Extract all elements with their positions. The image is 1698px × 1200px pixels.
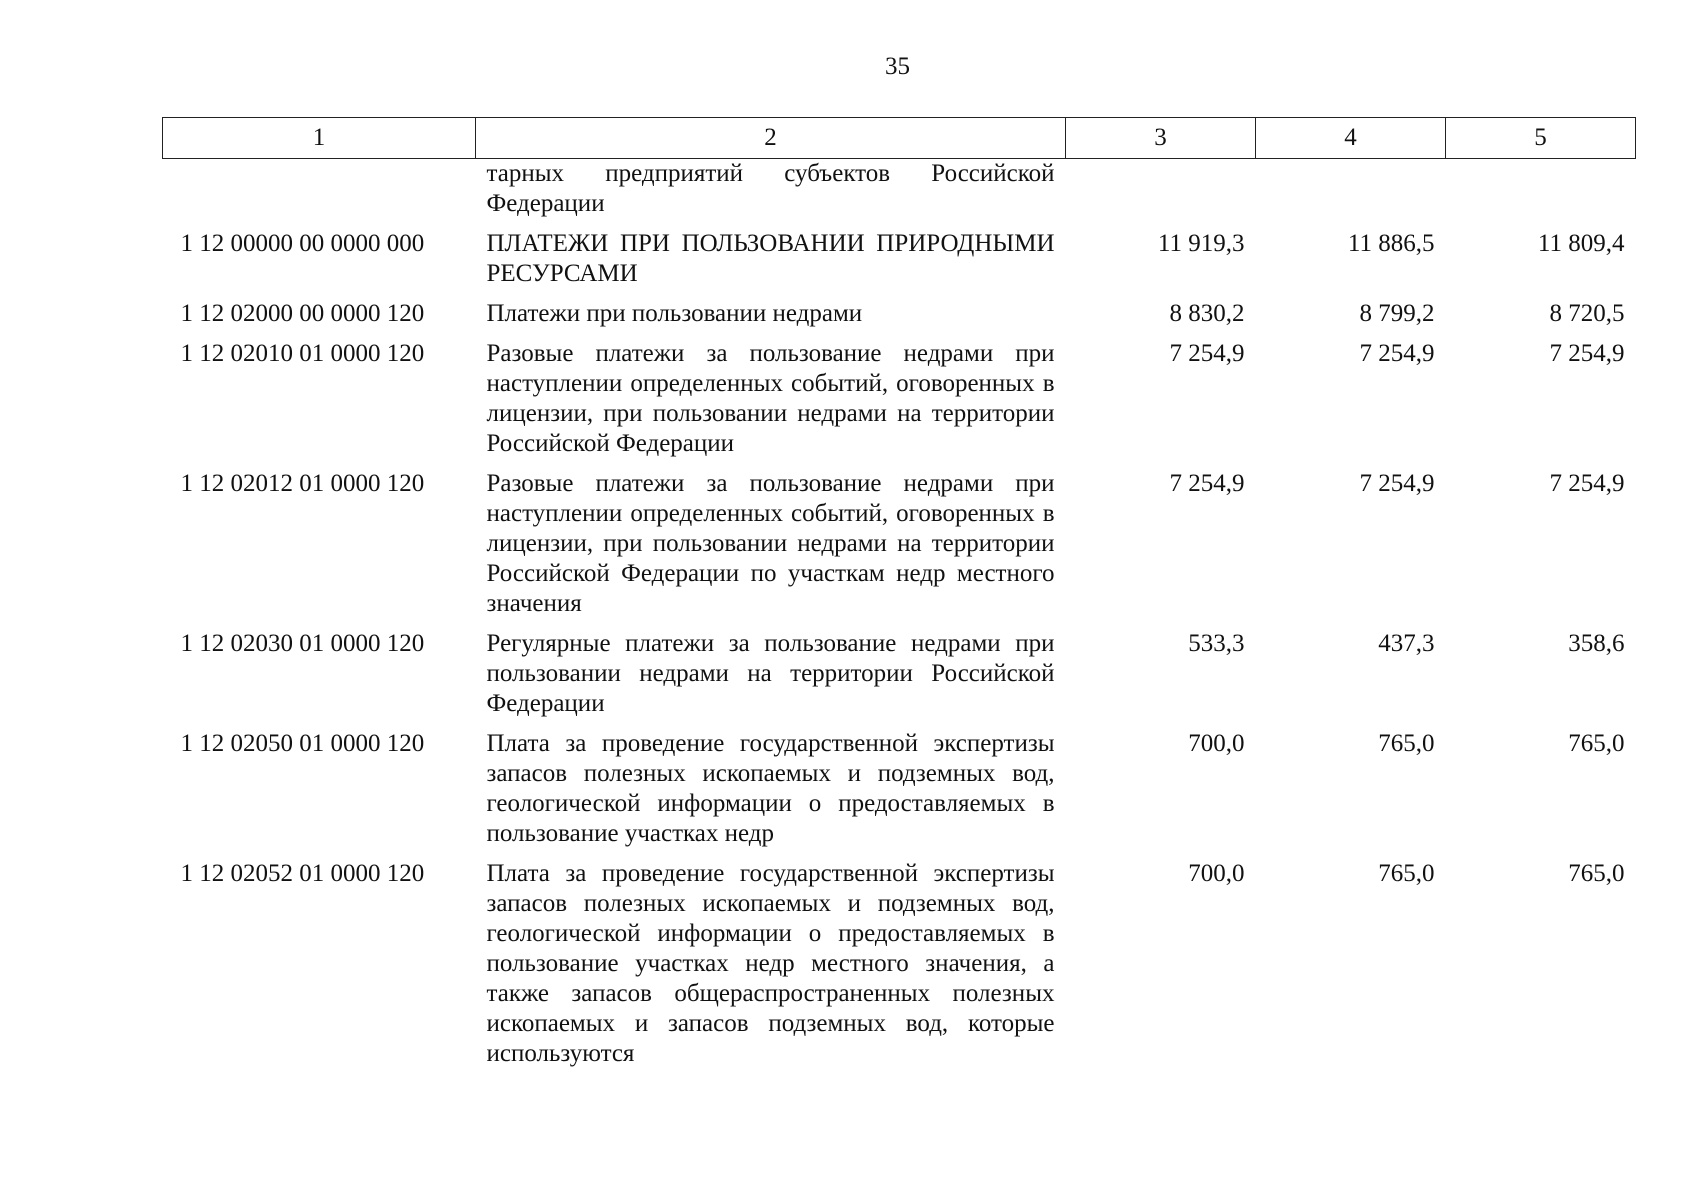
table-row bbox=[163, 159, 1636, 230]
row-value-5: 765,0 bbox=[1568, 860, 1625, 887]
row-code: 1 12 02050 01 0000 120 bbox=[180, 730, 425, 757]
header-row bbox=[163, 118, 1636, 159]
row-value-3: 7 254,9 bbox=[1169, 340, 1245, 367]
row-value-4: 765,0 bbox=[1378, 860, 1435, 887]
row-value-5 bbox=[1446, 159, 1636, 230]
row-name: Разовые платежи за пользование недрами при наступлении определенных событий, оговоренных в лицензии, при пользовании недрами на территории Российской Федерации по участкам недр местного значения bbox=[486, 470, 1055, 617]
row-name: ПЛАТЕЖИ ПРИ ПОЛЬЗОВАНИИ ПРИРОДНЫМИ РЕСУРСАМИ bbox=[486, 230, 1055, 287]
row-value-4: 765,0 bbox=[1378, 730, 1435, 757]
table-header bbox=[163, 118, 1636, 159]
row-code: 1 12 02012 01 0000 120 bbox=[180, 470, 425, 497]
row-value-5: 7 254,9 bbox=[1549, 470, 1625, 497]
row-name: Платежи при пользовании недрами bbox=[486, 300, 863, 327]
row-name: Плата за проведение государственной экспертизы запасов полезных ископаемых и подземных вод, геологической информации о предоставляемых в пользование участках недр местного значения, а также запасов общераспространенных полезных ископаемых и запасов подземных вод, которые используются bbox=[486, 860, 1055, 1067]
row-value-4: 8 799,2 bbox=[1359, 300, 1435, 327]
row-name: Разовые платежи за пользование недрами при наступлении определенных событий, оговоренных в лицензии, при пользовании недрами на территории Российской Федерации bbox=[486, 340, 1055, 457]
row-name: тарных предприятий субъектов Российской Федерации bbox=[486, 160, 1055, 217]
row-value-4: 7 254,9 bbox=[1359, 470, 1435, 497]
column-header-4: 4 bbox=[1256, 118, 1446, 159]
row-code bbox=[163, 159, 476, 230]
table-row bbox=[163, 339, 1636, 469]
table-body bbox=[163, 159, 1636, 1080]
row-value-3 bbox=[1066, 159, 1256, 230]
row-code: 1 12 02052 01 0000 120 bbox=[180, 860, 425, 887]
row-value-5: 358,6 bbox=[1568, 630, 1625, 657]
row-name: Плата за проведение государственной экспертизы запасов полезных ископаемых и подземных вод, геологической информации о предоставляемых в пользование участках недр bbox=[486, 730, 1055, 847]
row-value-3: 533,3 bbox=[1188, 630, 1245, 657]
row-value-3: 7 254,9 bbox=[1169, 470, 1245, 497]
row-value-4: 437,3 bbox=[1378, 630, 1435, 657]
row-value-5: 7 254,9 bbox=[1549, 340, 1625, 367]
row-value-3: 11 919,3 bbox=[1157, 230, 1245, 257]
row-code: 1 12 02030 01 0000 120 bbox=[180, 630, 425, 657]
table-row bbox=[163, 629, 1636, 729]
row-value-3: 700,0 bbox=[1188, 860, 1245, 887]
row-code: 1 12 00000 00 0000 000 bbox=[180, 230, 425, 257]
table-row bbox=[163, 729, 1636, 859]
column-header-5: 5 bbox=[1446, 118, 1636, 159]
row-code: 1 12 02010 01 0000 120 bbox=[180, 340, 425, 367]
table-row bbox=[163, 859, 1636, 1079]
row-value-3: 8 830,2 bbox=[1169, 300, 1245, 327]
column-header-2: 2 bbox=[476, 118, 1066, 159]
row-value-3: 700,0 bbox=[1188, 730, 1245, 757]
row-value-4: 7 254,9 bbox=[1359, 340, 1435, 367]
column-header-1: 1 bbox=[163, 118, 476, 159]
column-header-3: 3 bbox=[1066, 118, 1256, 159]
table-row bbox=[163, 469, 1636, 629]
row-code: 1 12 02000 00 0000 120 bbox=[180, 300, 425, 327]
budget-table bbox=[162, 117, 1636, 1079]
row-value-5: 8 720,5 bbox=[1549, 300, 1625, 327]
row-value-5: 11 809,4 bbox=[1537, 230, 1625, 257]
page-number: 35 bbox=[885, 53, 910, 80]
table-row bbox=[163, 229, 1636, 299]
row-name: Регулярные платежи за пользование недрами при пользовании недрами на территории Российской Федерации bbox=[486, 630, 1055, 717]
row-value-5: 765,0 bbox=[1568, 730, 1625, 757]
row-value-4 bbox=[1256, 159, 1446, 230]
row-value-4: 11 886,5 bbox=[1347, 230, 1435, 257]
table-row bbox=[163, 299, 1636, 339]
